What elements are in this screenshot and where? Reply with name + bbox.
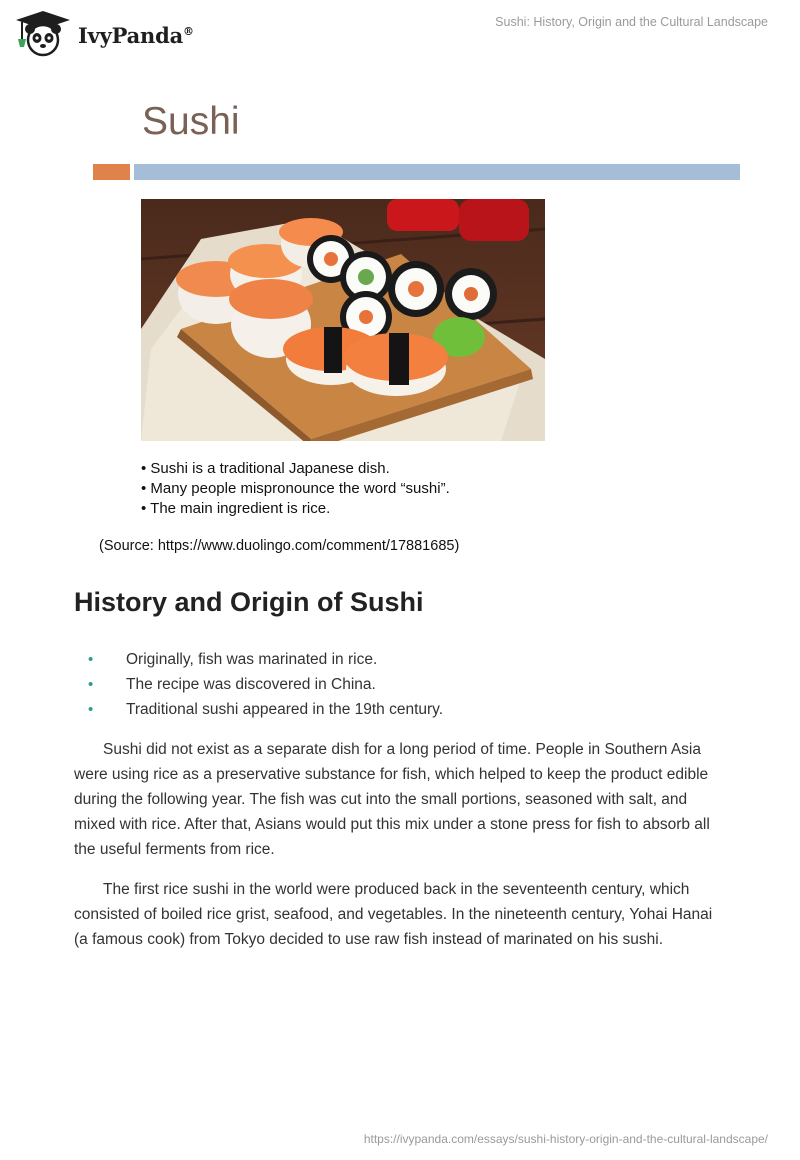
page-header [0,0,800,70]
list-item [88,697,443,722]
image-source-caption: (Source: https://www.duolingo.com/comment/17881685) [99,538,460,554]
document-title: Sushi: History, Origin and the Cultural Landscape [495,15,768,29]
bullet-dot-icon: • [88,651,94,668]
section-heading: History and Origin of Sushi [74,587,424,617]
body-paragraph: The first rice sushi in the world were produced back in the seventeenth century, which consisted of boiled rice grist, seafood, and vegetables. In the nineteenth century, Yohai Hanai (a famous cook) from Tokyo decided to use raw fish instead of marinated on his sushi. [74,881,713,948]
accent-bar-orange [93,164,130,180]
footer-url-link[interactable]: https://ivypanda.com/essays/sushi-history-origin-and-the-cultural-landscape/ [363,1132,768,1146]
brand-name: IvyPanda [78,23,184,48]
slide-bullet-item: • The main ingredient is rice. [141,499,450,519]
slide-bullet-list [141,459,450,519]
body-paragraph: Sushi did not exist as a separate dish for a long period of time. People in Southern Asia were using rice as a preservative substance for fish, which helped to keep the product edible during the following year. The fish was cut into the small portions, seasoned with salt, and mixed with rice. After that, Asians would put this mix under a stone press for fish to absorb all the useful ferments from rice. [74,741,710,858]
panda-logo-icon [14,9,72,62]
slide-bullet-item: • Sushi is a traditional Japanese dish. [141,459,450,479]
list-item-text: Traditional sushi appeared in the 19th century. [126,700,444,718]
section-bullet-list [88,647,443,722]
bullet-dot-icon: • [88,676,94,693]
sushi-photo [141,199,545,441]
registered-mark: ® [183,25,194,38]
list-item-text: The recipe was discovered in China. [126,675,376,693]
slide-title: Sushi [142,100,240,143]
list-item [88,647,443,672]
list-item-text: Originally, fish was marinated in rice. [126,650,378,668]
accent-bar-blue [134,164,740,180]
bullet-dot-icon: • [88,701,94,718]
list-item [88,672,443,697]
slide-bullet-item: • Many people mispronounce the word “sushi”. [141,479,450,499]
ivypanda-logo[interactable] [14,9,194,62]
